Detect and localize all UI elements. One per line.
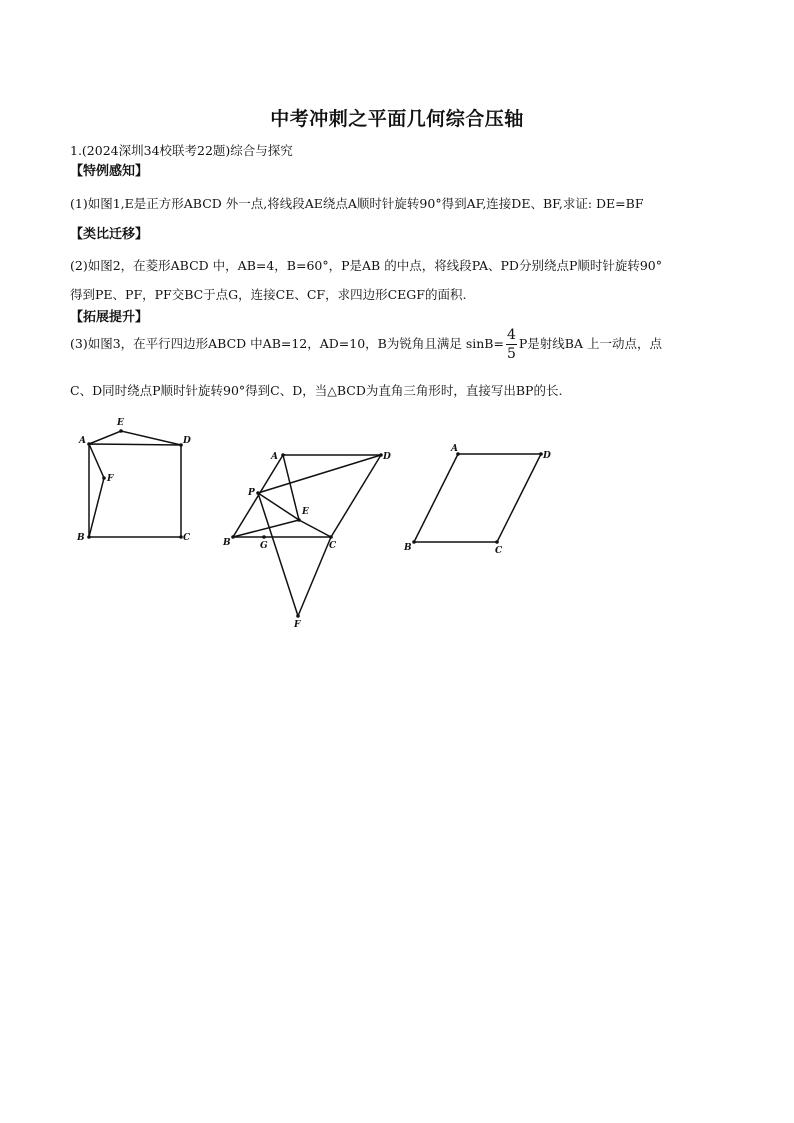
part-2-text-line2: 得到PE、PF，PF交BC于点G，连接CE、CF，求四边形CEGF的面积. <box>70 287 467 302</box>
figure-1 <box>89 431 181 537</box>
fig1-segments-ae-ed <box>89 431 181 445</box>
section-extension: 【拓展提升】 <box>70 310 149 325</box>
fig2-label-p: P <box>248 488 255 498</box>
part-3-text-a: (3)如图3，在平行四边形ABCD 中AB=12，AD=10，B为锐角且满足 sinB= <box>70 336 504 351</box>
fig1-label-a: A <box>79 436 86 446</box>
problem-header: 1.(2024深圳34校联考22题)综合与探究 <box>70 143 293 158</box>
fig1-label-b: B <box>77 533 85 543</box>
part-3-text-line2: C、D同时绕点P顺时针旋转90°得到C、D，当△BCD为直角三角形时，直接写出BP的长. <box>70 383 563 398</box>
fig3-label-c: C <box>495 546 503 556</box>
fig1-label-e: E <box>117 418 124 428</box>
part-2-text-line1: (2)如图2，在菱形ABCD 中，AB=4，B=60°，P是AB 的中点，将线段PA、PD分别绕点P顺时针旋转90° <box>70 258 663 273</box>
page-title: 中考冲刺之平面几何综合压轴 <box>270 108 524 130</box>
figure-3 <box>414 454 541 542</box>
fig3-label-a: A <box>451 444 458 454</box>
fig1-segments-af-fb <box>89 444 104 537</box>
fig2-label-c: C <box>329 541 337 551</box>
fig3-label-d: D <box>543 451 551 461</box>
fig2-label-d: D <box>383 452 391 462</box>
fig2-label-a: A <box>271 452 278 462</box>
fig2-segment-ec <box>299 520 331 537</box>
fig3-parallelogram-abcd <box>414 454 541 542</box>
fig2-label-f: F <box>294 620 301 630</box>
fig1-label-c: C <box>183 533 191 543</box>
fig1-label-d: D <box>183 436 191 446</box>
fraction-numerator: 4 <box>506 327 516 343</box>
figure-2 <box>233 455 381 616</box>
part-1-text: (1)如图1,E是正方形ABCD 外一点,将线段AE绕点A顺时针旋转90°得到AF,连接DE、BF,求证: DE=BF <box>70 196 644 211</box>
fig2-label-b: B <box>223 538 231 548</box>
fig1-label-f: F <box>107 474 114 484</box>
fig1-square-abcd <box>89 444 181 537</box>
fig2-segment-pf <box>258 493 298 616</box>
section-special-case: 【特例感知】 <box>70 164 149 179</box>
fig2-label-e: E <box>302 507 309 517</box>
fig2-segment-cf <box>298 537 331 616</box>
fraction-denominator: 5 <box>506 346 516 362</box>
section-analogy: 【类比迁移】 <box>70 227 149 242</box>
fig3-label-b: B <box>404 543 412 553</box>
fig2-segment-be <box>233 520 299 537</box>
fig2-label-g: G <box>260 541 268 551</box>
part-3-text-b: P是射线BA 上一动点，点 <box>518 336 662 351</box>
